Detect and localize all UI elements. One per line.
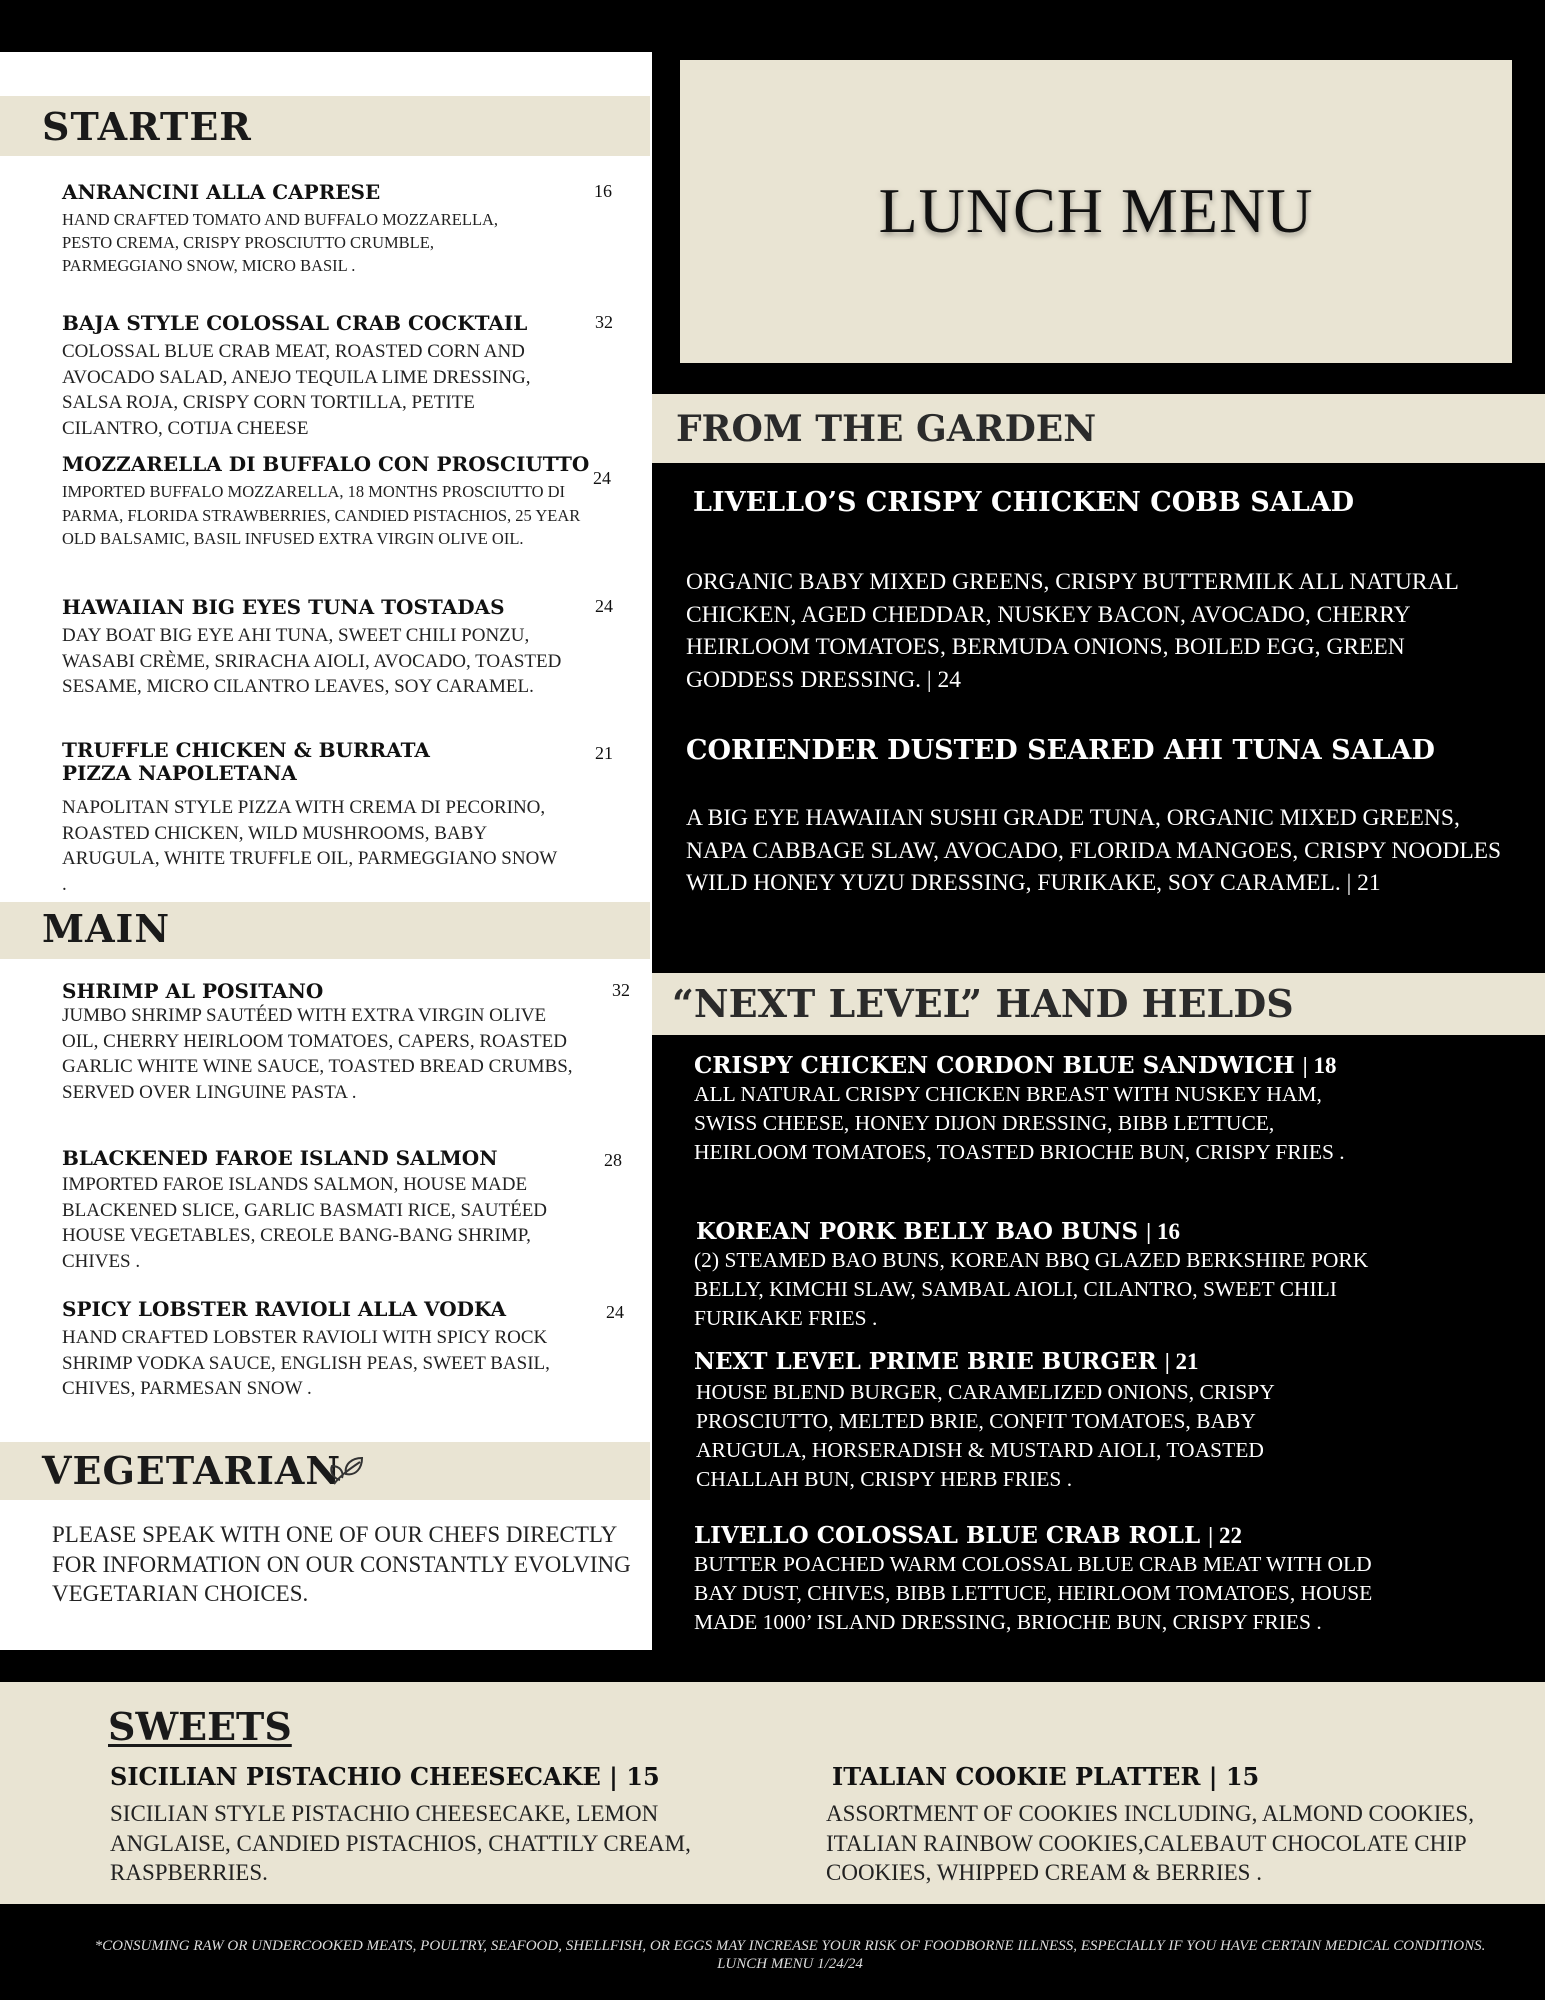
starter-header-band [0, 96, 650, 156]
item-name: ANRANCINI ALLA CAPRESE [62, 180, 381, 204]
item-price: 21 [595, 743, 613, 763]
item-price: | 22 [1208, 1523, 1242, 1548]
item-name-text: KOREAN PORK BELLY BAO BUNS [696, 1218, 1139, 1245]
starter-item [62, 181, 622, 277]
item-name [694, 1348, 1394, 1376]
item-name-text: LIVELLO COLOSSAL BLUE CRAB ROLL [694, 1522, 1201, 1549]
sweet-item [110, 1762, 750, 1888]
garden-header-band [652, 394, 1545, 463]
item-name: TRUFFLE CHICKEN & BURRATA PIZZA NAPOLETANA [62, 738, 430, 785]
main-header-band [0, 902, 650, 959]
item-name: LIVELLO’S CRISPY CHICKEN COBB SALAD [693, 487, 1355, 518]
item-name [826, 1762, 1526, 1791]
item-name [110, 1762, 750, 1791]
item-price: | 21 [1164, 1349, 1199, 1374]
item-description: SICILIAN STYLE PISTACHIO CHEESECAKE, LEMON ANGLAISE, CANDIED PISTACHIOS, CHATTILY CREAM, RASPBERRIES. [110, 1801, 691, 1885]
item-price: 24 [593, 468, 611, 488]
item-name: MOZZARELLA DI BUFFALO CON PROSCIUTTO [62, 452, 590, 476]
sweets-title: SWEETS [108, 1704, 292, 1749]
item-description: IMPORTED FAROE ISLANDS SALMON, HOUSE MADE BLACKENED SLICE, GARLIC BASMATI RICE, SAUTÉED HOUSE VEGETABLES, CREOLE BANG-BANG SHRIMP, CHIVES . [62, 1174, 548, 1272]
item-name: BLACKENED FAROE ISLAND SALMON [62, 1146, 498, 1170]
item-price: | 16 [1146, 1219, 1180, 1244]
starter-title: STARTER [42, 104, 252, 149]
title-box [680, 60, 1512, 363]
item-name [694, 1522, 1394, 1550]
sweet-item [826, 1762, 1526, 1888]
item-name: SHRIMP AL POSITANO [62, 979, 324, 1003]
handheld-item [694, 1218, 1394, 1333]
item-description: ALL NATURAL CRISPY CHICKEN BREAST WITH NUSKEY HAM, SWISS CHEESE, HONEY DIJON DRESSING, BIBB LETTUCE, HEIRLOOM TOMATOES, TOASTED BRIOCHE BUN, CRISPY FRIES . [694, 1082, 1345, 1164]
item-description: JUMBO SHRIMP SAUTÉED WITH EXTRA VIRGIN OLIVE OIL, CHERRY HEIRLOOM TOMATOES, CAPERS, ROASTED GARLIC WHITE WINE SAUCE, TOASTED BREAD CRUMBS, SERVED OVER LINGUINE PASTA . [62, 1005, 573, 1103]
garden-item [686, 735, 1506, 766]
handhelds-header-band [652, 973, 1545, 1035]
garden-item [693, 487, 1513, 518]
item-name [694, 1218, 1394, 1246]
item-description: BUTTER POACHED WARM COLOSSAL BLUE CRAB MEAT WITH OLD BAY DUST, CHIVES, BIBB LETTUCE, HEIRLOOM TOMATOES, HOUSE MADE 1000’ ISLAND DRESSING, BRIOCHE BUN, CRISPY FRIES . [694, 1552, 1373, 1634]
item-description: A BIG EYE HAWAIIAN SUSHI GRADE TUNA, ORGANIC MIXED GREENS, NAPA CABBAGE SLAW, AVOCADO, FLORIDA MANGOES, CRISPY NOODLES WILD HONEY YUZU DRESSING, FURIKAKE, SOY CARAMEL. | 21 [686, 805, 1502, 896]
main-item [62, 979, 630, 1105]
starter-item [62, 739, 622, 897]
item-price: 16 [594, 181, 612, 201]
main-item [62, 1298, 622, 1402]
item-name-text: ITALIAN COOKIE PLATTER [832, 1762, 1201, 1791]
item-description: DAY BOAT BIG EYE AHI TUNA, SWEET CHILI PONZU, WASABI CRÈME, SRIRACHA AIOLI, AVOCADO, TOASTED SESAME, MICRO CILANTRO LEAVES, SOY CARAMEL. [62, 625, 562, 697]
vegetarian-header-band [0, 1442, 650, 1500]
handhelds-title: “NEXT LEVEL” HAND HELDS [672, 981, 1294, 1026]
item-name [694, 1052, 1394, 1080]
handheld-item [694, 1052, 1394, 1167]
item-name: CORIENDER DUSTED SEARED AHI TUNA SALAD [686, 735, 1435, 766]
item-name-text: CRISPY CHICKEN CORDON BLUE SANDWICH [694, 1052, 1295, 1079]
main-item [62, 1147, 622, 1274]
vegetarian-text: PLEASE SPEAK WITH ONE OF OUR CHEFS DIRECTLY FOR INFORMATION ON OUR CONSTANTLY EVOLVING VEGETARIAN CHOICES. [52, 1522, 631, 1606]
handheld-item [694, 1348, 1394, 1494]
item-description: IMPORTED BUFFALO MOZZARELLA, 18 MONTHS PROSCIUTTO DI PARMA, FLORIDA STRAWBERRIES, CANDIED PISTACHIOS, 25 YEAR OLD BALSAMIC, BASIL INFUSED EXTRA VIRGIN OLIVE OIL. [62, 482, 581, 548]
leaf-icon [326, 1454, 368, 1494]
item-name: HAWAIIAN BIG EYES TUNA TOSTADAS [62, 595, 505, 619]
handheld-item [694, 1522, 1394, 1637]
vegetarian-title: VEGETARIAN [42, 1448, 342, 1493]
item-description: HAND CRAFTED TOMATO AND BUFFALO MOZZARELLA, PESTO CREMA, CRISPY PROSCIUTTO CRUMBLE, PARMEGGIANO SNOW, MICRO BASIL . [62, 210, 499, 275]
item-price: | 15 [609, 1762, 660, 1791]
item-description: COLOSSAL BLUE CRAB MEAT, ROASTED CORN AND AVOCADO SALAD, ANEJO TEQUILA LIME DRESSING, SALSA ROJA, CRISPY CORN TORTILLA, PETITE CILANTRO, COTIJA CHEESE [62, 341, 531, 439]
item-description: HAND CRAFTED LOBSTER RAVIOLI WITH SPICY ROCK SHRIMP VODKA SAUCE, ENGLISH PEAS, SWEET BASIL, CHIVES, PARMESAN SNOW . [62, 1327, 550, 1399]
garden-title: FROM THE GARDEN [676, 408, 1097, 450]
item-description: HOUSE BLEND BURGER, CARAMELIZED ONIONS, CRISPY PROSCIUTTO, MELTED BRIE, CONFIT TOMATOES, BABY ARUGULA, HORSERADISH & MUSTARD AIOLI, TOASTED CHALLAH BUN, CRISPY HERB FRIES . [696, 1380, 1274, 1491]
starter-item [62, 312, 622, 441]
starter-item [62, 453, 622, 551]
item-price: 24 [606, 1302, 624, 1322]
item-description: (2) STEAMED BAO BUNS, KOREAN BBQ GLAZED BERKSHIRE PORK BELLY, KIMCHI SLAW, SAMBAL AIOLI, CILANTRO, SWEET CHILI FURIKAKE FRIES . [694, 1248, 1369, 1330]
footer-disclaimer: *CONSUMING RAW OR UNDERCOOKED MEATS, POULTRY, SEAFOOD, SHELLFISH, OR EGGS MAY INCREASE YOUR RISK OF FOODBORNE ILLNESS, ESPECIALLY IF YOU HAVE CERTAIN MEDICAL CONDITIONS. LUNCH MENU 1/24/24 [94, 1938, 1486, 1972]
item-name: SPICY LOBSTER RAVIOLI ALLA VODKA [62, 1297, 507, 1321]
sweets-section [0, 1682, 1545, 1904]
page-title: LUNCH MENU [878, 175, 1314, 246]
item-description: ASSORTMENT OF COOKIES INCLUDING, ALMOND COOKIES, ITALIAN RAINBOW COOKIES,CALEBAUT CHOCOLATE CHIP COOKIES, WHIPPED CREAM & BERRIES . [826, 1801, 1474, 1885]
item-description: NAPOLITAN STYLE PIZZA WITH CREMA DI PECORINO, ROASTED CHICKEN, WILD MUSHROOMS, BABY ARUGULA, WHITE TRUFFLE OIL, PARMEGGIANO SNOW . [62, 797, 557, 895]
item-price: | 18 [1302, 1053, 1337, 1078]
item-price: 24 [595, 596, 613, 616]
item-price: 32 [595, 312, 613, 332]
starter-item [62, 596, 622, 700]
item-price: 28 [604, 1150, 622, 1170]
item-name-text: SICILIAN PISTACHIO CHEESECAKE [110, 1762, 601, 1791]
item-name: BAJA STYLE COLOSSAL CRAB COCKTAIL [62, 311, 528, 335]
main-title: MAIN [42, 906, 171, 951]
item-price: | 15 [1208, 1762, 1260, 1791]
item-name-text: NEXT LEVEL PRIME BRIE BURGER [694, 1348, 1157, 1375]
item-price: 32 [612, 980, 630, 1000]
item-description: ORGANIC BABY MIXED GREENS, CRISPY BUTTERMILK ALL NATURAL CHICKEN, AGED CHEDDAR, NUSKEY BACON, AVOCADO, CHERRY HEIRLOOM TOMATOES, BERMUDA ONIONS, BOILED EGG, GREEN GODDESS DRESSING. | 24 [686, 569, 1459, 693]
